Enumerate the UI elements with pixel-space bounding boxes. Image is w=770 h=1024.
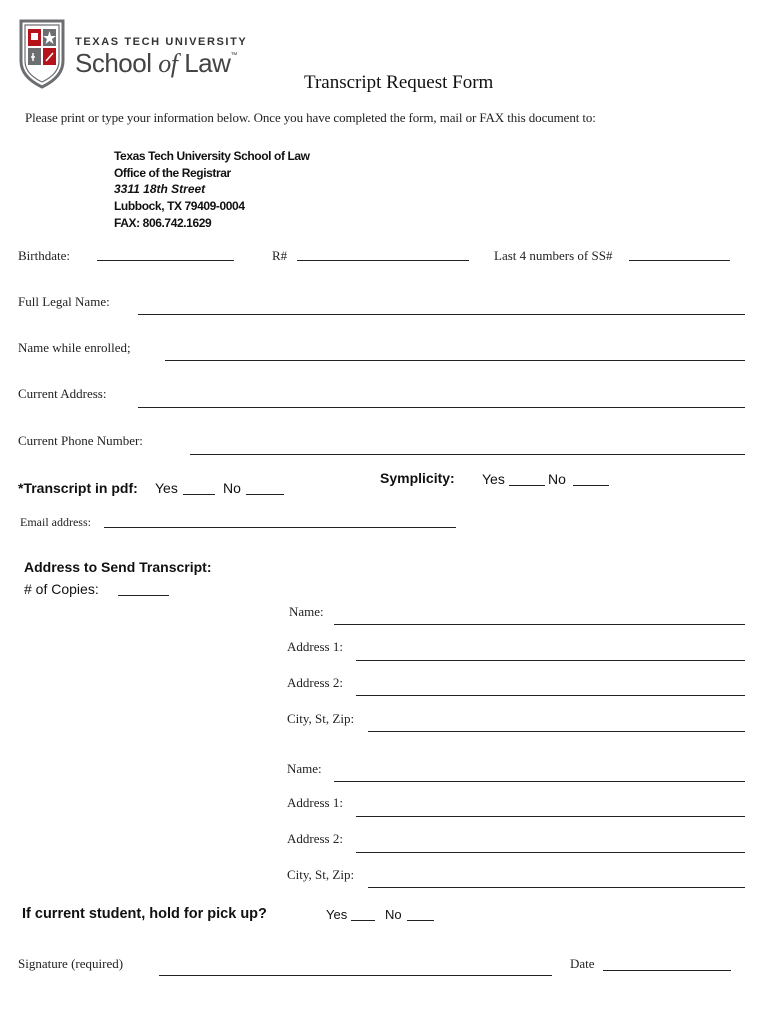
r-number-field[interactable] <box>297 260 469 261</box>
recipient2-city-label: City, St, Zip: <box>287 867 355 882</box>
symplicity-no-label: No <box>548 471 566 487</box>
logo-law-word: Law <box>184 48 231 78</box>
date-field[interactable] <box>603 970 731 971</box>
logo-school-word: School <box>75 48 152 78</box>
pickup-yes-field[interactable] <box>351 920 375 921</box>
recipient2-name-label: Name: <box>287 761 322 776</box>
full-legal-name-field[interactable] <box>138 314 745 315</box>
recipient1-address1-field[interactable] <box>356 660 745 661</box>
instructions-text: Please print or type your information below. Once you have completed the form, mail or FAX this document to: <box>25 110 596 125</box>
mail-address-line1: Texas Tech University School of Law <box>114 149 310 163</box>
recipient1-city-label: City, St, Zip: <box>287 711 355 726</box>
transcript-pdf-yes-label: Yes <box>155 480 178 496</box>
recipient1-address2-label: Address 2: <box>287 675 343 690</box>
recipient2-address2-field[interactable] <box>356 852 745 853</box>
recipient1-address2-field[interactable] <box>356 695 745 696</box>
transcript-pdf-yes-field[interactable] <box>183 494 215 495</box>
email-field[interactable] <box>104 527 456 528</box>
full-legal-name-label: Full Legal Name: <box>18 294 110 309</box>
r-number-label: R# <box>272 248 288 263</box>
mail-address-line4: Lubbock, TX 79409-0004 <box>114 199 245 213</box>
name-enrolled-field[interactable] <box>165 360 745 361</box>
signature-label: Signature (required) <box>18 956 124 971</box>
pickup-yes-label: Yes <box>326 907 348 922</box>
current-address-field[interactable] <box>138 407 745 408</box>
copies-label: # of Copies: <box>24 581 99 597</box>
recipient2-city-field[interactable] <box>368 887 745 888</box>
email-label: Email address: <box>20 515 91 529</box>
school-logo <box>17 17 267 89</box>
current-phone-label: Current Phone Number: <box>18 433 143 448</box>
current-address-label: Current Address: <box>18 386 107 401</box>
logo-of-word: of <box>158 49 178 78</box>
name-enrolled-label: Name while enrolled; <box>18 340 131 355</box>
copies-field[interactable] <box>118 595 169 596</box>
transcript-pdf-no-field[interactable] <box>246 494 284 495</box>
pickup-question: If current student, hold for pick up? <box>22 906 267 922</box>
symplicity-yes-field[interactable] <box>509 485 545 486</box>
ssn-field[interactable] <box>629 260 730 261</box>
pickup-no-label: No <box>385 907 402 922</box>
symplicity-no-field[interactable] <box>573 485 609 486</box>
logo-university-text: TEXAS TECH UNIVERSITY <box>75 36 248 48</box>
birthdate-field[interactable] <box>97 260 234 261</box>
birthdate-label: Birthdate: <box>18 248 70 263</box>
signature-field[interactable] <box>159 975 552 976</box>
recipient1-city-field[interactable] <box>368 731 745 732</box>
mail-address-line3: 3311 18th Street <box>114 182 206 196</box>
symplicity-label: Symplicity: <box>380 470 455 486</box>
recipient2-name-field[interactable] <box>334 781 745 782</box>
send-address-heading: Address to Send Transcript: <box>24 559 212 575</box>
recipient2-address1-field[interactable] <box>356 816 745 817</box>
date-label: Date <box>570 956 595 971</box>
mail-address-line5: FAX: 806.742.1629 <box>114 216 212 230</box>
ssn-label: Last 4 numbers of SS# <box>494 248 613 263</box>
symplicity-yes-label: Yes <box>482 471 505 487</box>
logo-tm: ™ <box>230 52 237 59</box>
recipient2-address1-label: Address 1: <box>287 795 343 810</box>
form-title: Transcript Request Form <box>304 72 494 93</box>
recipient1-name-label: Name: <box>289 604 324 619</box>
logo-school-text <box>75 48 237 79</box>
recipient1-name-field[interactable] <box>334 624 745 625</box>
mail-address-line2: Office of the Registrar <box>114 166 231 180</box>
recipient1-address1-label: Address 1: <box>287 639 343 654</box>
university-seal-icon <box>17 17 67 89</box>
current-phone-field[interactable] <box>190 454 745 455</box>
pickup-no-field[interactable] <box>407 920 434 921</box>
transcript-pdf-no-label: No <box>223 480 241 496</box>
transcript-pdf-label: *Transcript in pdf: <box>18 480 138 496</box>
recipient2-address2-label: Address 2: <box>287 831 343 846</box>
